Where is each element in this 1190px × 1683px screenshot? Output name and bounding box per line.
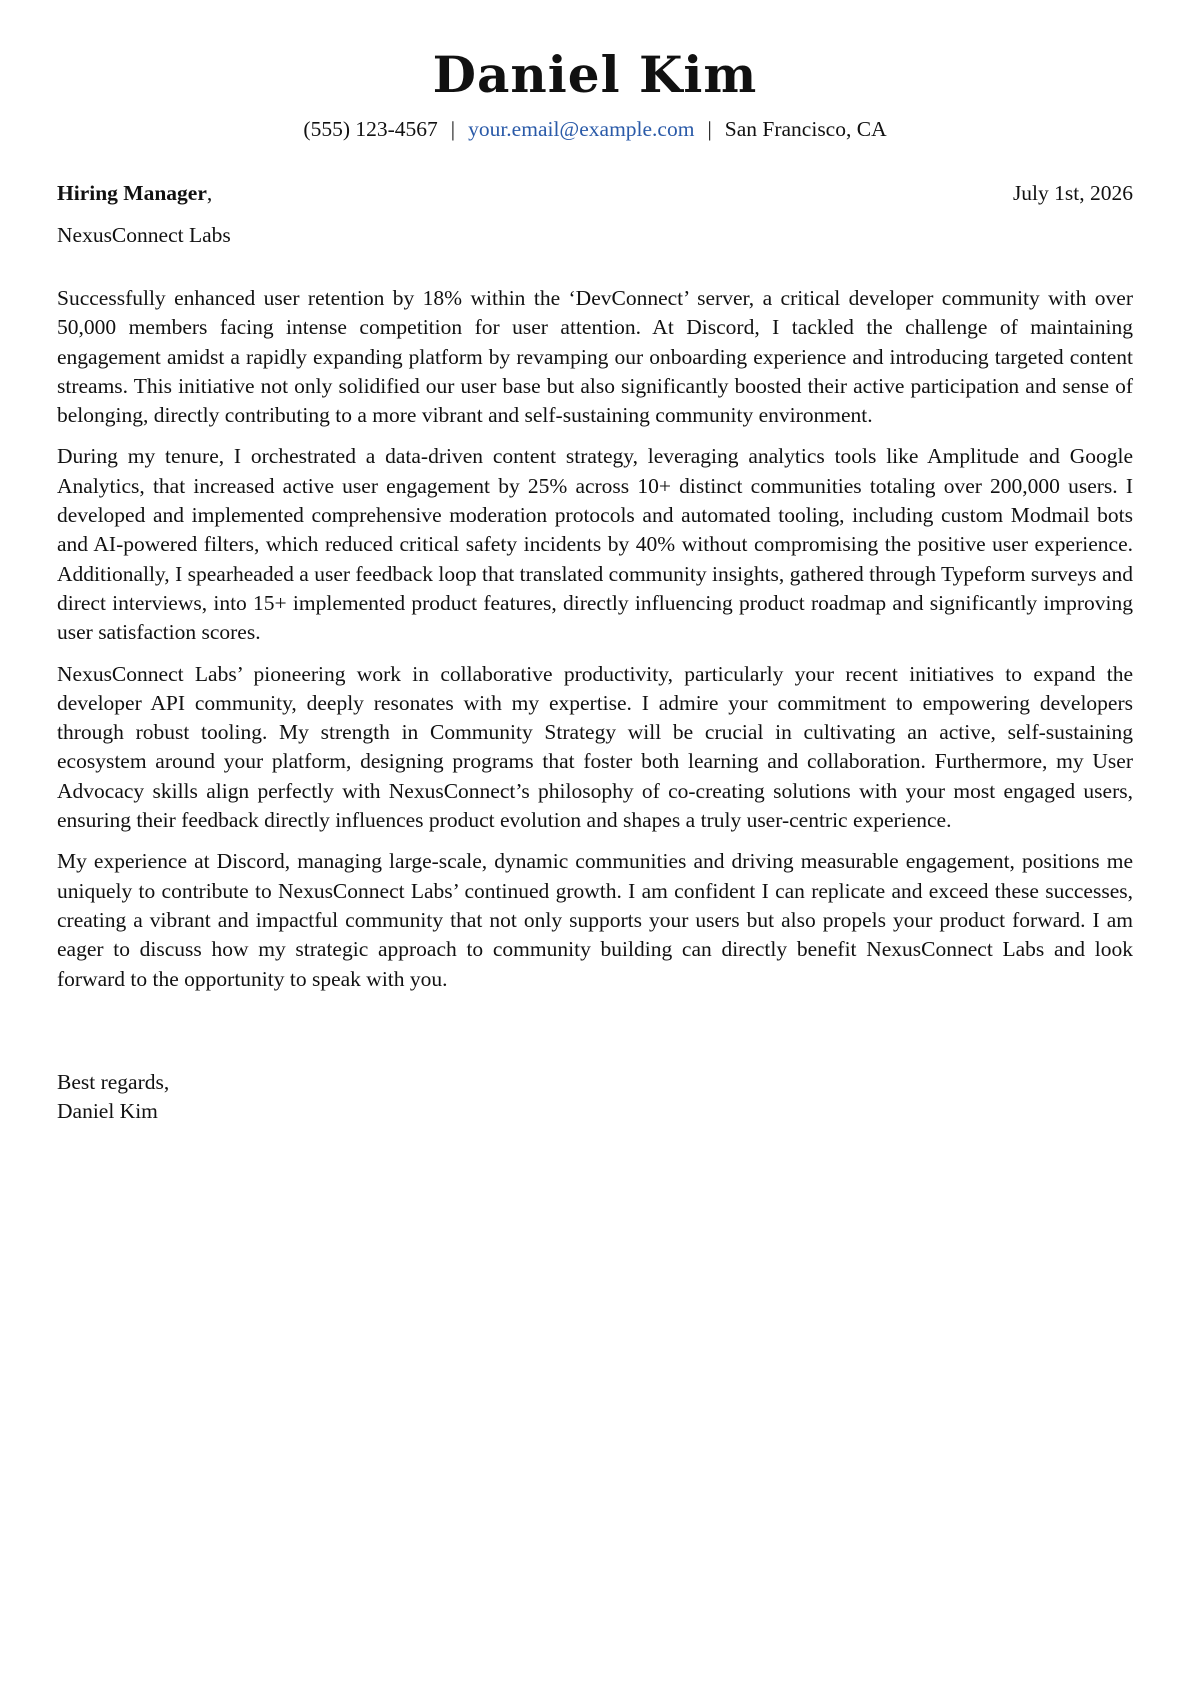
contact-separator: | [707, 117, 712, 141]
body-paragraph: My experience at Discord, managing large-scale, dynamic communities and driving measurable engagement, positions me uniquely to contribute to NexusConnect Labs’ continued growth. I am confident I can replicate and exceed these successes, creating a vibrant and impactful community that not only supports your users but also propels your product forward. I am eager to discuss how my strategic approach to community building can directly benefit NexusConnect Labs and look forward to the opportunity to speak with you. [57, 849, 1133, 991]
letter-date: July 1st, 2026 [1012, 181, 1133, 205]
salutation-punctuation: , [206, 181, 213, 205]
email-link[interactable]: your.email@example.com [468, 117, 695, 141]
body-paragraph: During my tenure, I orchestrated a data-driven content strategy, leveraging analytics tools like Amplitude and Google Analytics, that increased active user engagement by 25% across 10+ distinct communities totaling over 200,000 users. I developed and implemented comprehensive moderation protocols and automated tooling, including custom Modmail bots and AI-powered filters, which reduced critical safety incidents by 40% without compromising the positive user experience. Additionally, I spearheaded a user feedback loop that translated community insights, gathered through Typeform surveys and direct interviews, into 15+ implemented product features, directly influencing product roadmap and significantly improving user satisfaction scores. [57, 444, 1133, 645]
letter-body [57, 284, 1133, 1006]
body-paragraph: Successfully enhanced user retention by 18% within the ‘DevConnect’ server, a critical developer community with over 50,000 members facing intense competition for user attention. At Discord, I tackled the challenge of maintaining engagement amidst a rapidly expanding platform by revamping our onboarding experience and introducing targeted content streams. This initiative not only solidified our user base but also significantly boosted their active participation and sense of belonging, directly contributing to a more vibrant and self-sustaining community environment. [57, 286, 1133, 428]
recipient-row [57, 178, 1133, 208]
recipient-company: NexusConnect Labs [57, 223, 231, 247]
phone-number: (555) 123-4567 [303, 117, 438, 141]
valediction: Best regards, [57, 1070, 170, 1094]
salutation [57, 178, 212, 208]
contact-separator: | [450, 117, 456, 141]
signature: Daniel Kim [57, 1099, 158, 1123]
applicant-name: Daniel Kim [432, 45, 758, 104]
location: San Francisco, CA [724, 117, 887, 141]
contact-line [0, 114, 1190, 144]
body-paragraph: NexusConnect Labs’ pioneering work in collaborative productivity, particularly your recent initiatives to expand the developer API community, deeply resonates with my expertise. I admire your commitment to empowering developers through robust tooling. My strength in Community Strategy will be crucial in cultivating an active, self-sustaining ecosystem around your platform, designing programs that foster both learning and collaboration. Furthermore, my User Advocacy skills align perfectly with NexusConnect’s philosophy of co-creating solutions with your most engaged users, ensuring their feedback directly influences product evolution and shapes a truly user-centric experience. [57, 661, 1133, 833]
recipient-title: Hiring Manager [57, 181, 207, 205]
letter-closing [57, 1068, 169, 1126]
